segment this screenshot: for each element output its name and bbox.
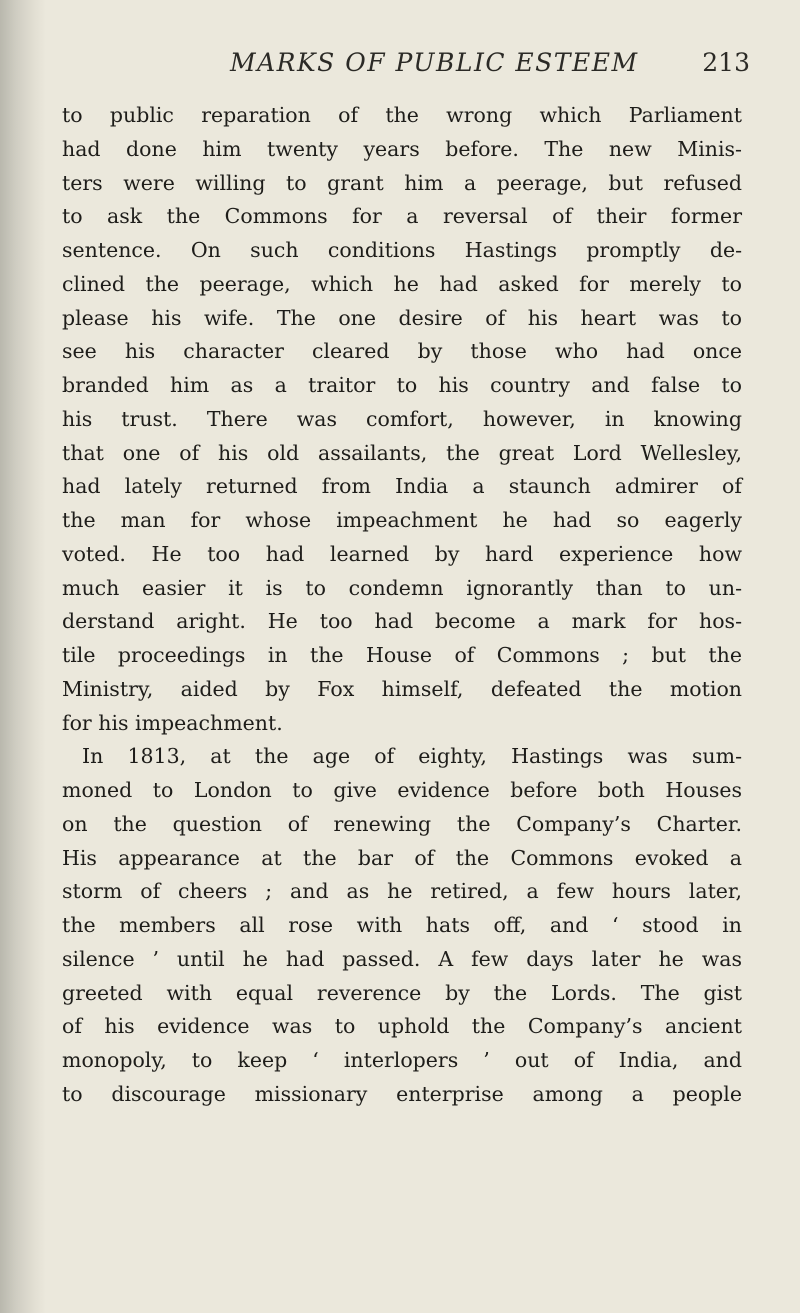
text-line: much easier it is to condemn ignorantly than to un- [62, 575, 742, 600]
paragraph-last-line: for his impeachment. [62, 710, 283, 735]
text-line: to ask the Commons for a reversal of their former [62, 204, 742, 229]
text-line: of his evidence was to uphold the Company’s ancient [62, 1014, 742, 1039]
paragraph-first-line: In 1813, at the age of eighty, Hastings was sum- [82, 744, 742, 769]
text-line: the members all rose with hats off, and ‘ stood in [62, 913, 742, 937]
text-line: tile proceedings in the House of Commons ; but the [62, 643, 742, 667]
page-gutter-shadow [0, 0, 46, 1313]
text-line: His appearance at the bar of the Commons evoked a [62, 845, 742, 870]
text-line: Ministry, aided by Fox himself, defeated the motion [62, 676, 742, 701]
running-head: MARKS OF PUBLIC ESTEEM [230, 48, 639, 77]
text-line: had done him twenty years before. The new Minis- [62, 136, 742, 161]
text-line: greeted with equal reverence by the Lords. The gist [62, 980, 742, 1005]
text-line: ters were willing to grant him a peerage, but refused [62, 170, 742, 195]
text-line: clined the peerage, which he had asked for merely to [62, 271, 742, 296]
body-text [62, 99, 742, 1112]
text-line: on the question of renewing the Company’s Charter. [62, 811, 742, 836]
text-line: storm of cheers ; and as he retired, a few hours later, [62, 879, 742, 904]
text-line: moned to London to give evidence before both Houses [62, 778, 742, 802]
text-line: the man for whose impeachment he had so eagerly [62, 508, 742, 532]
page-number: 213 [702, 48, 750, 77]
text-line: voted. He too had learned by hard experience how [62, 541, 742, 566]
text-line: please his wife. The one desire of his heart was to [62, 305, 742, 330]
text-line: derstand aright. He too had become a mark for hos- [62, 609, 742, 634]
text-line: to public reparation of the wrong which Parliament [62, 103, 742, 127]
text-line: sentence. On such conditions Hastings promptly de- [62, 238, 742, 262]
text-line: silence ’ until he had passed. A few days later he was [62, 946, 742, 971]
text-line: had lately returned from India a staunch admirer of [62, 474, 742, 499]
text-line: that one of his old assailants, the great Lord Wellesley, [62, 440, 742, 465]
page-header [215, 48, 755, 88]
text-line: branded him as a traitor to his country and false to [62, 373, 742, 397]
text-line: to discourage missionary enterprise among a people [62, 1081, 742, 1106]
text-line: monopoly, to keep ‘ interlopers ’ out of India, and [62, 1048, 742, 1072]
text-line: his trust. There was comfort, however, in knowing [62, 406, 742, 431]
text-line: see his character cleared by those who had once [62, 339, 742, 364]
